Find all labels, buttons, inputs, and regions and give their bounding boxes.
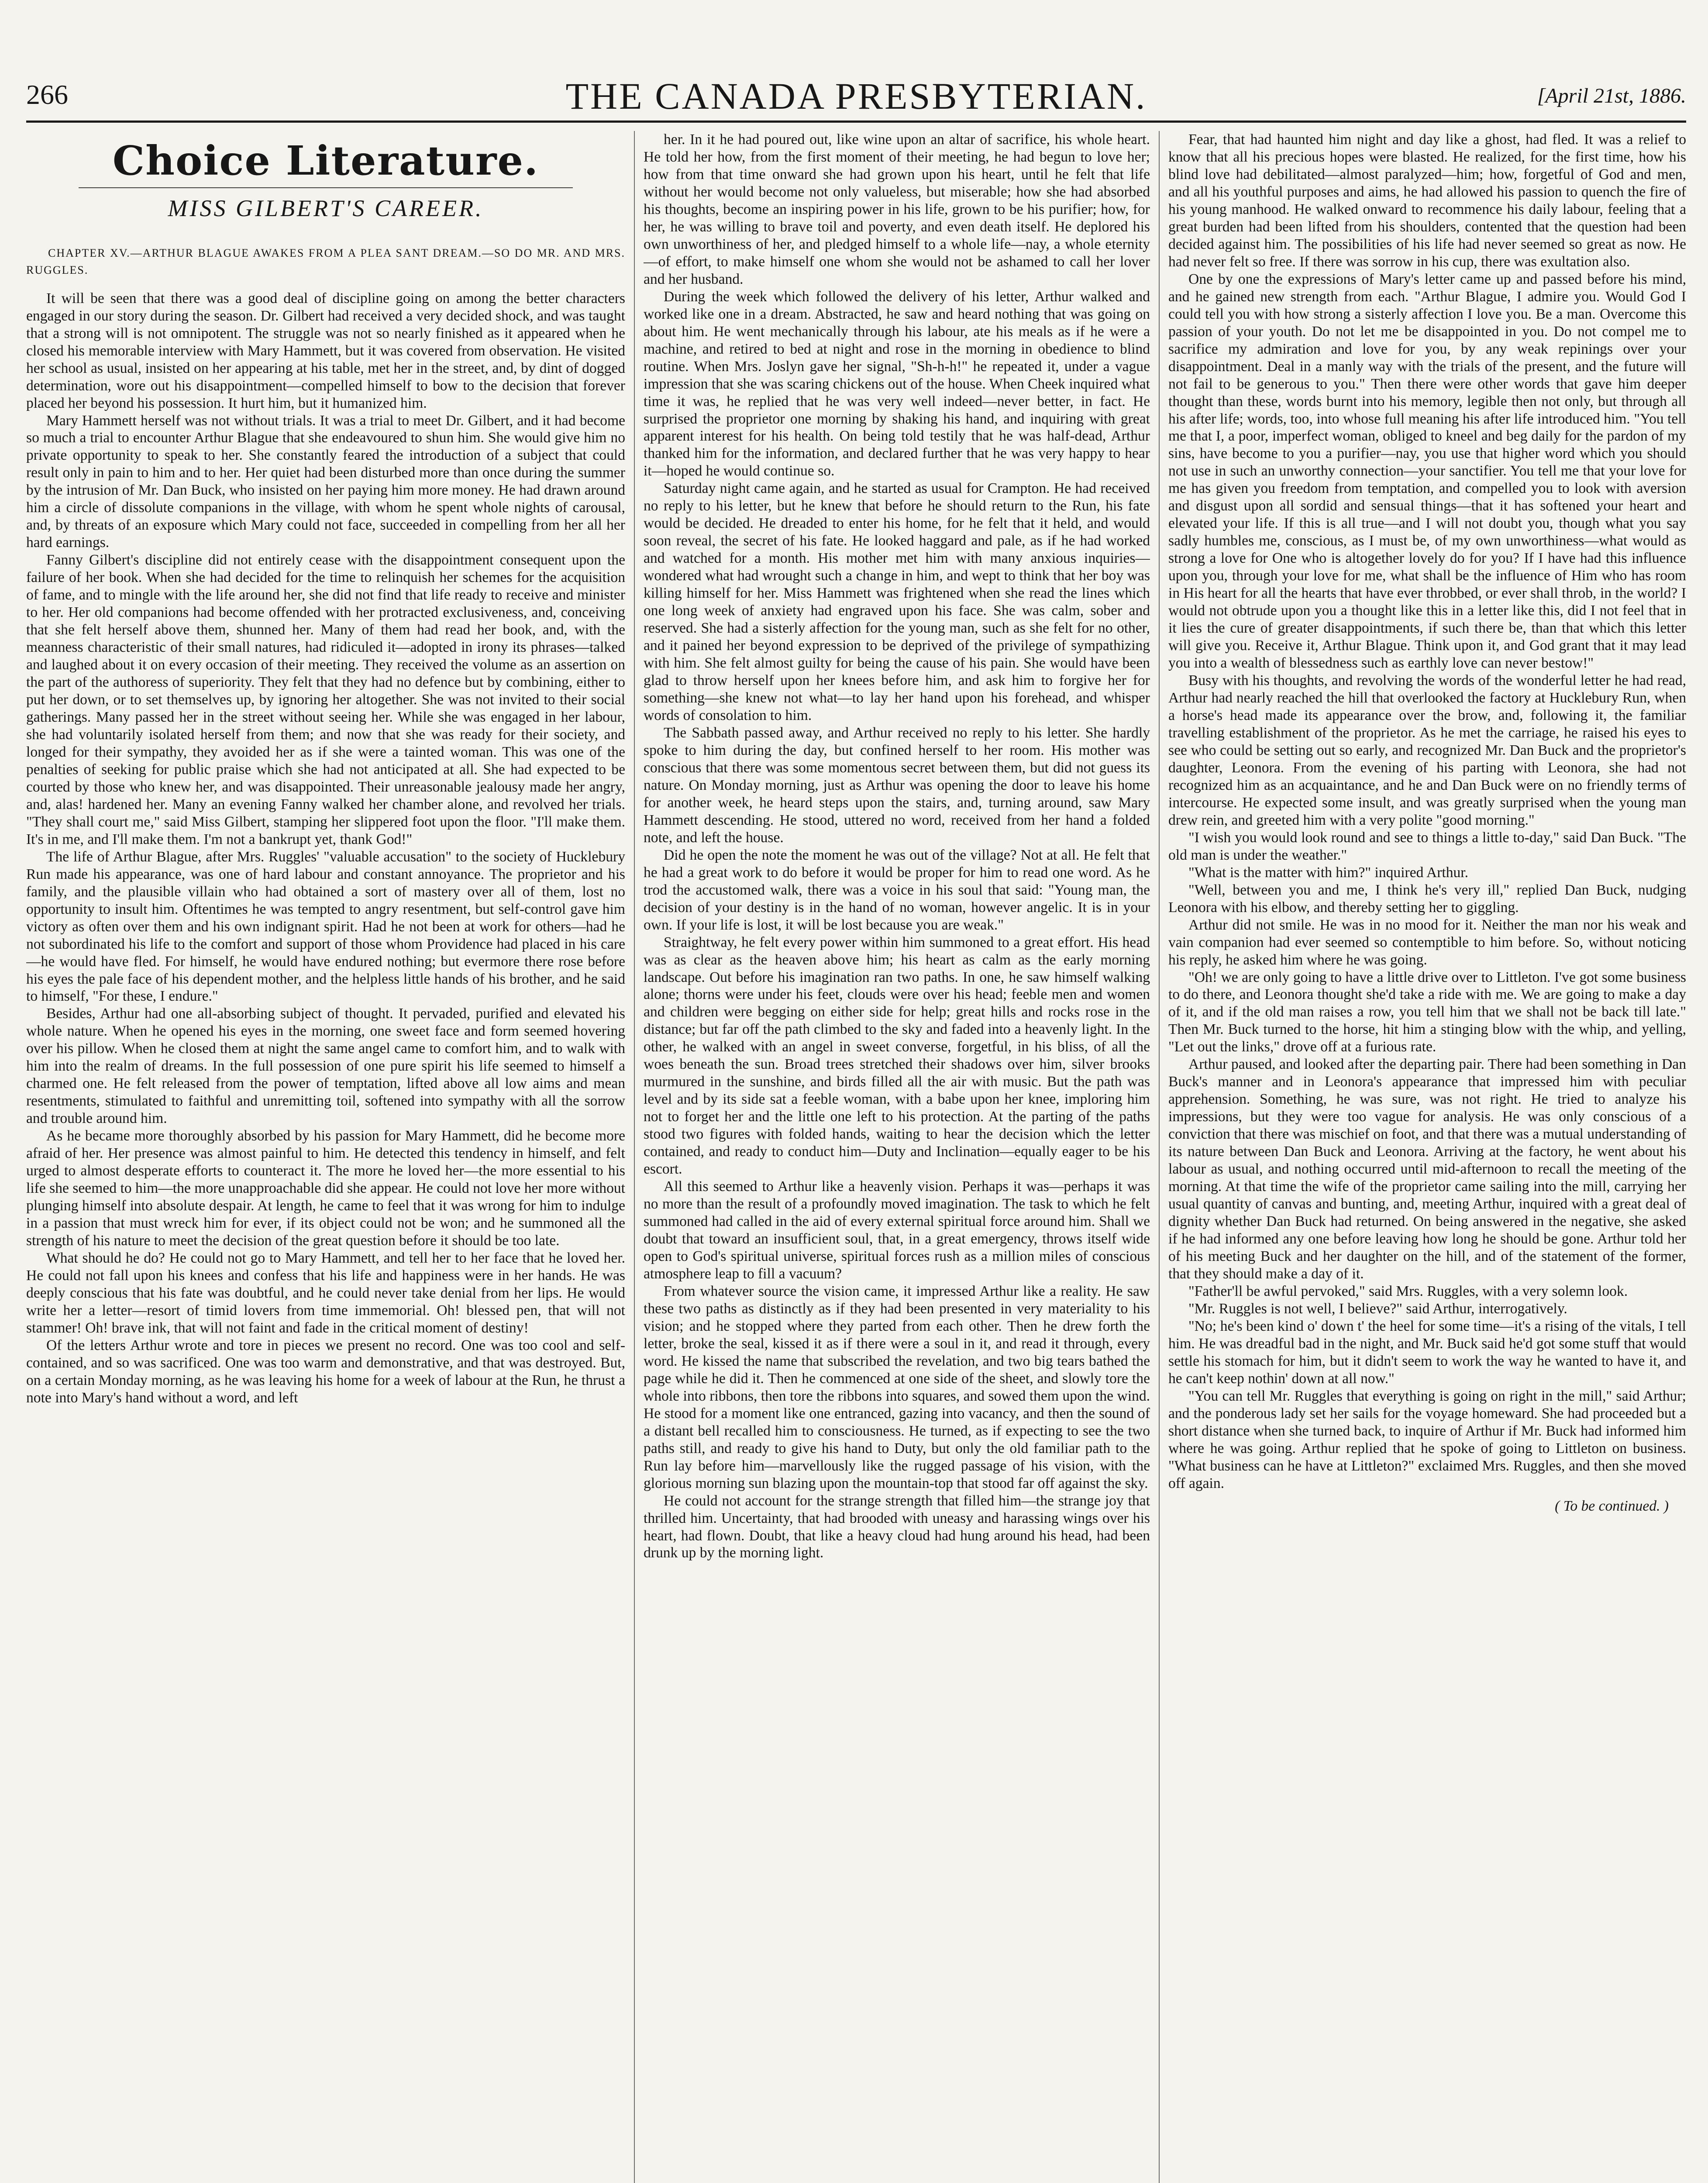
column-3 — [1168, 131, 1686, 2183]
issue-date: [April 21st, 1886. — [1537, 84, 1686, 107]
column-1 — [26, 131, 625, 2183]
paragraph: Straightway, he felt every power within him summoned to a great effort. His head was as clear as the heaven above him; his heart as calm as the early morning landscape. Out before his imagination ran two paths. In one, he saw himself walking alone; thorns were under his feet, clouds were over his head; feeble men and women and children were begging on either side for help; great hills and rocks rose in the distance; but far off the path climbed to the sky and faded into a heavenly light. In the other, he walked with an angel in sweet converse, forgetful, in his bliss, of all the woes beneath the sun. Broad trees stretched their shadows over him, silver brooks murmured in the sunshine, and birds filled all the air with music. But the path was level and by its side sat a feeble woman, with a babe upon her knee, imploring him not to forget her and the little one left to his protection. At the parting of the paths stood two figures with folded hands, waiting to hear the decision which the letter contained, and ready to conduct him—Duty and Inclination—equally eager to be his escort. — [644, 934, 1150, 1178]
paragraph: Besides, Arthur had one all-absorbing subject of thought. It pervaded, purified and elevated his whole nature. When he opened his eyes in the morning, one sweet face and form seemed hovering over his pillow. When he closed them at night the same angel came to comfort him, and to walk with him into the realm of dreams. In the full possession of one pure spirit his life seemed to himself a charmed one. He felt released from the power of temptation, lifted above all low aims and mean resentments, stimulated to faithful and unremitting toil, softened into sympathy with all the sorrow and trouble around him. — [26, 1005, 625, 1127]
column-2-body — [644, 131, 1150, 1562]
paragraph: Arthur did not smile. He was in no mood for it. Neither the man nor his weak and vain companion had ever seemed so contemptible to him before. So, without noticing his reply, he asked him where he was going. — [1168, 916, 1686, 968]
section-title: Choice Literature. — [112, 137, 539, 184]
title-rule — [79, 187, 573, 188]
paragraph: From whatever source the vision came, it impressed Arthur like a reality. He saw these two paths as distinctly as if they had been presented in very materiality to his vision; and he stopped where they parted from each other. Then he drew forth the letter, broke the seal, kissed it as if there were a soul in it, and read it through, every word. He kissed the name that subscribed the revelation, and two big tears bathed the page while he did it. Then he commenced at one side of the sheet, and slowly tore the whole into ribbons, then tore the ribbons into squares, and sowed them upon the wind. He stood for a moment like one entranced, gazing into vacancy, and then the sound of a distant bell recalled him to consciousness. He turned, as if expecting to see the two paths still, and ready to give his hand to Duty, but only the old familiar path to the Run lay before him—marvellously like the rugged passage of his vision, with the glorious morning sun blazing upon the mountain-top that stood far off against the sky. — [644, 1283, 1150, 1491]
page-number: 266 — [26, 79, 68, 110]
paragraph: "I wish you would look round and see to things a little to-day," said Dan Buck. "The old man is under the weather." — [1168, 829, 1686, 863]
chapter-heading: CHAPTER XV.—ARTHUR BLAGUE AWAKES FROM A PLEA SANT DREAM.—SO DO MR. AND MRS. RUGGLES. — [26, 246, 625, 276]
column-divider — [634, 131, 635, 2183]
paragraph: It will be seen that there was a good deal of discipline going on among the better characters engaged in our story during the season. Dr. Gilbert had received a very decided shock, and was taught that a strong will is not omnipotent. The struggle was not so nearly finished as it appeared when he closed his memorable interview with Mary Hammett, but it was covered from observation. He visited her school as usual, insisted on her appearing at his table, met her in the street, and, by dint of dogged determination, wore out his disappointment—compelled himself to bow to the decision that forever placed her beyond his possession. It hurt him, but it humanized him. — [26, 290, 625, 411]
paragraph: He could not account for the strange strength that filled him—the strange joy that thrilled him. Uncertainty, that had brooded with uneasy and harassing wings over his heart, had flown. Doubt, that like a heavy cloud had hung around his head, had been drunk up by the morning light. — [644, 1492, 1150, 1561]
paragraph: Busy with his thoughts, and revolving the words of the wonderful letter he had read, Arthur had nearly reached the hill that overlooked the factory at Hucklebury Run, when a horse's head made its appearance over the brow, and, following it, the familiar travelling establishment of the proprietor. As he met the carriage, he raised his eyes to see who could be setting out so early, and recognized Mr. Dan Buck and the proprietor's daughter, Leonora. From the evening of his parting with Leonora, she had not recognized him as an acquaintance, and he and Dan Buck were on no friendly terms of intercourse. He expected some insult, and was greatly surprised when the young man drew rein, and greeted him with a very polite "good morning." — [1168, 672, 1686, 828]
paragraph: Mary Hammett herself was not without trials. It was a trial to meet Dr. Gilbert, and it had become so much a trial to encounter Arthur Blague that she endeavoured to shun him. She would give him no private opportunity to speak to her. She constantly feared the introduction of a subject that could result only in pain to him and to her. Her quiet had been disturbed more than once during the summer by the intrusion of Mr. Dan Buck, who insisted on her paying him more money. He had drawn around him a circle of dissolute companions in the village, with whom he spent whole nights of carousal, and, by threats of an exposure which Mary could not face, succeeded in compelling from her all her hard earnings. — [26, 412, 625, 551]
paragraph: her. In it he had poured out, like wine upon an altar of sacrifice, his whole heart. He told her how, from the first moment of their meeting, he had begun to love her; how from that time onward she had grown upon his heart, until he felt that life without her would become not only valueless, but miserable; how she had absorbed his thoughts, become an inspiring power in his life, grown to be his purifier; how, for her, he was willing to brave toil and poverty, and even death itself. He deplored his own unworthiness of her, and pledged himself to a whole life—nay, a whole eternity—of effort, to make himself one whom she would not be ashamed to call her lover and her husband. — [644, 131, 1150, 287]
story-title: MISS GILBERT'S CAREER. — [168, 195, 484, 222]
paragraph: "Well, between you and me, I think he's very ill," replied Dan Buck, nudging Leonora with his elbow, and thereby setting her to giggling. — [1168, 881, 1686, 916]
paragraph: "Mr. Ruggles is not well, I believe?" said Arthur, interrogatively. — [1188, 1300, 1567, 1317]
paragraph: All this seemed to Arthur like a heavenly vision. Perhaps it was—perhaps it was no more than the result of a profoundly moved imagination. The task to which he felt summoned had called in the aid of every external spiritual force around him. Shall we doubt that toward an insufficient soul, that, in a great emergency, throws itself wide open to God's spiritual universe, spiritual forces rush as a million miles of conscious atmosphere leap to fill a vacuum? — [644, 1178, 1150, 1282]
to-be-continued: ( To be continued. ) — [1555, 1498, 1669, 1514]
column-divider — [1159, 131, 1160, 2183]
paragraph: Saturday night came again, and he started as usual for Crampton. He had received no reply to his letter, but he knew that before he should return to the Run, his fate would be decided. He dreaded to enter his home, for he felt that it held, and would soon reveal, the secret of his fate. He looked haggard and pale, as if he had worked and watched for a month. His mother met him with many anxious inquiries—wondered what had wrought such a change in him, and wept to think that her boy was killing himself for her. Miss Hammett was frightened when she read the lines which one long week of anxiety had engraved upon his face. She was calm, sober and reserved. She had a sisterly affection for the young man, such as she felt for no other, and it pained her beyond expression to be deprived of the privilege of sympathizing with him. She felt almost guilty for being the cause of his pain. She would have been glad to throw herself upon her knees before him, and ask him to forgive her for something—she knew not what—to lay her hand upon his forehead, and whisper words of consolation to him. — [644, 480, 1150, 723]
paragraph: During the week which followed the delivery of his letter, Arthur walked and worked like one in a dream. Abstracted, he saw and heard nothing that was going on about him. He went mechanically through his labour, ate his meals as if he were a machine, and retired to bed at night and rose in the morning in obedience to blind routine. When Mrs. Joslyn gave her signal, "Sh-h-h!" he repeated it, under a vague impression that she was scaring chickens out of the house. When Cheek inquired what time it was, he replied that he was very well indeed—never better, in fact. He surprised the proprietor one morning by shaking his hand, and inquiring with great apparent interest for his health. On being told testily that he was half-dead, Arthur thanked him for the information, and declared further that he was very happy to hear it—hoped he would continue so. — [644, 288, 1150, 479]
paragraph: The life of Arthur Blague, after Mrs. Ruggles' "valuable accusation" to the society of Hucklebury Run made his appearance, was one of hard labour and constant annoyance. The proprietor and his family, and the plausible villain who had obtained a sort of mastery over all of them, lost no opportunity to insult him. Oftentimes he was tempted to angry resentment, but self-control gave him victory as often over them and his own indignant spirit. Had he not been at work for others—had he not subordinated his life to the comfort and support of those whom Providence had placed in his care—he would have fled. For himself, he would have endured nothing; but evermore there rose before his eyes the pale face of his dependent mother, and the helpless little hands of his brother, and he said to himself, "For these, I endure." — [26, 848, 625, 1005]
paragraph: Arthur paused, and looked after the departing pair. There had been something in Dan Buck's manner and in Leonora's appearance that impressed him with peculiar apprehension. Something, he was sure, was not right. He tried to analyze his impressions, but they were too vague for analysis. He was only conscious of a conviction that there was mischief on foot, and that there was a mutual understanding of its nature between Dan Buck and Leonora. Arriving at the factory, he went about his labour as usual, and nothing occurred until mid-afternoon to recall the meeting of the morning. At that time the wife of the proprietor came sailing into the mill, carrying her usual quantity of canvas and bunting, and, meeting Arthur, inquired with a great deal of dignity whether Dan Buck had returned. On being answered in the negative, she asked if he had informed any one before leaving how long he should be gone. Arthur told her of his meeting Buck and her daughter on the hill, and of the statement of the former, that they should make a day of it. — [1168, 1056, 1686, 1282]
paragraph: One by one the expressions of Mary's letter came up and passed before his mind, and he gained new strength from each. "Arthur Blague, I admire you. Would God I could tell you with how strong a sisterly affection I love you. Be a man. Overcome this passion of your youth. Do not let me be disappointed in you. Do not compel me to sacrifice my admiration and love for you, by any weak repinings over your disappointment. Deal in a manly way with the trials of the present, and the future will not fail to be generous to you." Then there were other words that gave him deeper thought than these, words burnt into his memory, legible then not only, but through all his after life; words, too, into whose full meaning his after life introduced him. "You tell me that I, a poor, imperfect woman, obliged to kneel and beg daily for the pardon of my sins, have become to you a purifier—nay, you use that higher word which you should not use in such an unworthy connection—your sanctifier. You tell me that your love for me has given you freedom from temptation, and compelled you to look with aversion and disgust upon all sordid and sensual things—that it has softened your heart and elevated your life. If this is all true—and I will not doubt you, though what you say sadly humbles me, conscious, as I must be, of my own unworthiness—what would as strong a love for One who is altogether lovely do for you? If I have had this influence upon you, through your love for me, what shall be the influence of Him who has room in His heart for all the hearts that have ever throbbed, or ever shall throb, in the world? I would not obtrude upon you a thought like this in a letter like this, did I not feel that in it lies the cure of greater disappointments, if such there be, than that which this letter will give you. Receive it, Arthur Blague. Think upon it, and God grant that it may lead you into a wealth of blessedness such as earthly love can never bestow!" — [1168, 271, 1686, 671]
paragraph: "Father'll be awful pervoked," said Mrs. Ruggles, with a very solemn look. — [1188, 1283, 1628, 1299]
paragraph: "You can tell Mr. Ruggles that everything is going on right in the mill," said Arthur; and the ponderous lady set her sails for the voyage homeward. She had proceeded but a short distance when she turned back, to inquire of Arthur if Mr. Buck had informed him where he was going. Arthur replied that he spoke of going to Littleton on business. "What business can he have at Littleton?" exclaimed Mrs. Ruggles, and then she moved off again. — [1168, 1388, 1686, 1491]
paragraph: The Sabbath passed away, and Arthur received no reply to his letter. She hardly spoke to him during the day, but confined herself to her room. His mother was conscious that there was some momentous secret between them, but did not guess its nature. On Monday morning, just as Arthur was opening the door to leave his home for another week, he heard steps upon the stairs, and, turning around, saw Mary Hammett descending. He stood, uttered no word, received from her hand a folded note, and left the house. — [644, 724, 1150, 846]
newspaper-title: THE CANADA PRESBYTERIAN. — [565, 75, 1147, 117]
paragraph: Of the letters Arthur wrote and tore in pieces we present no record. One was too cool and self-contained, and so was sacrificed. One was too warm and demonstrative, and that was destroyed. But, on a certain Monday morning, as he was leaving his home for a week of labour at the Run, he thrust a note into Mary's hand without a word, and left — [26, 1337, 625, 1406]
paragraph: Fanny Gilbert's discipline did not entirely cease with the disappointment consequent upon the failure of her book. When she had decided for the time to relinquish her schemes for the acquisition of fame, and to mingle with the life around her, she did not find that life ready to receive and minister to her. Her old companions had become offended with her protracted exclusiveness, and, conceiving that she felt herself above them, shunned her. Many of them had read her book, and, with the meanness characteristic of their small natures, had ridiculed it—adopted in irony its phrases—talked and laughed about it on every occasion of their meeting. They received the volume as an assertion on the part of the authoress of superiority. They felt that they had no defence but by combining, either to put her down, or to set themselves up, by ignoring her altogether. She was not invited to their social gatherings. Many passed her in the street without seeing her. While she was engaged in her labour, she had voluntarily isolated herself from them; and now that she was ready for their society, and longed for their sympathy, they avoided her as if she were a tainted woman. This was one of the penalties of seeking for public praise which she had not anticipated at all. She had expected to be courted by those who knew her, and was disappointed. Their unreasonable jealousy made her angry, and, alas! hardened her. Many an evening Fanny walked her chamber alone, and revolved her trials. "They shall court me," said Miss Gilbert, stamping her slippered foot upon the floor. "I'll make them. It's in me, and I'll make them. I'm not a bankrupt yet, thank God!" — [26, 552, 625, 847]
paragraph: Did he open the note the moment he was out of the village? Not at all. He felt that he had a great work to do before it would be proper for him to read one word. As he trod the accustomed walk, there was a voice in his soul that said: "Young man, the decision of your destiny is in the hand of no woman, however angelic. It is in your own. If your life is lost, it will be lost because you are weak." — [644, 847, 1150, 933]
paragraph: What should he do? He could not go to Mary Hammett, and tell her to her face that he loved her. He could not fall upon his knees and confess that his life and happiness were in her hands. He was deeply conscious that his fate was doubtful, and he could never take denial from her lips. He would write her a letter—resort of timid lovers from time immemorial. Oh! blessed pen, that will not stammer! Oh! brave ink, that will not faint and fade in the critical moment of destiny! — [26, 1250, 625, 1336]
masthead-rule — [26, 121, 1686, 123]
column-1-body — [26, 290, 625, 1407]
paragraph: As he became more thoroughly absorbed by his passion for Mary Hammett, did he become more afraid of her. Her presence was almost painful to him. He detected this tendency in himself, and felt urged to almost desperate efforts to counteract it. The more he loved her—the more essential to his life she seemed to him—the more unapproachable did she appear. He could not love her more without plunging himself into absolute despair. At length, he came to feel that it was wrong for him to indulge in a passion that must wreck him for ever, if its object could not be won; and he summoned all the strength of his nature to meet the decision of the great question before it should be too late. — [26, 1128, 625, 1249]
column-3-body — [1168, 131, 1686, 1492]
masthead — [26, 74, 1686, 122]
paragraph: Fear, that had haunted him night and day like a ghost, had fled. It was a relief to know that all his precious hopes were blasted. He realized, for the first time, how his blind love had debilitated—almost paralyzed—him; how, forgetful of God and men, and all his youthful purposes and aims, he had allowed his passion to quench the fire of his young manhood. He walked onward to recommence his daily labour, feeling that a great burden had been lifted from his shoulders, contented that the question had been decided against him. The possibilities of his life had never seemed so great as now. He had never felt so free. If there was sorrow in his cup, there was exultation also. — [1168, 131, 1686, 270]
column-2 — [644, 131, 1150, 2183]
paragraph: "No; he's been kind o' down t' the heel for some time—it's a rising of the vitals, I tell him. He was dreadful bad in the night, and Mr. Buck said he'd got some stuff that would settle his stomach for him, but it didn't seem to work the way he wanted to have it, and he can't keep nothin' down at all now." — [1168, 1318, 1686, 1387]
paragraph: "What is the matter with him?" inquired Arthur. — [1188, 864, 1469, 881]
paragraph: "Oh! we are only going to have a little drive over to Littleton. I've got some business to do there, and Leonora thought she'd take a ride with me. We are going to make a day of it, and if the old man raises a row, you tell him that we shall not be back till late." Then Mr. Buck turned to the horse, hit him a stinging blow with the whip, and yelling, "Let out the links," drove off at a furious rate. — [1168, 969, 1686, 1055]
